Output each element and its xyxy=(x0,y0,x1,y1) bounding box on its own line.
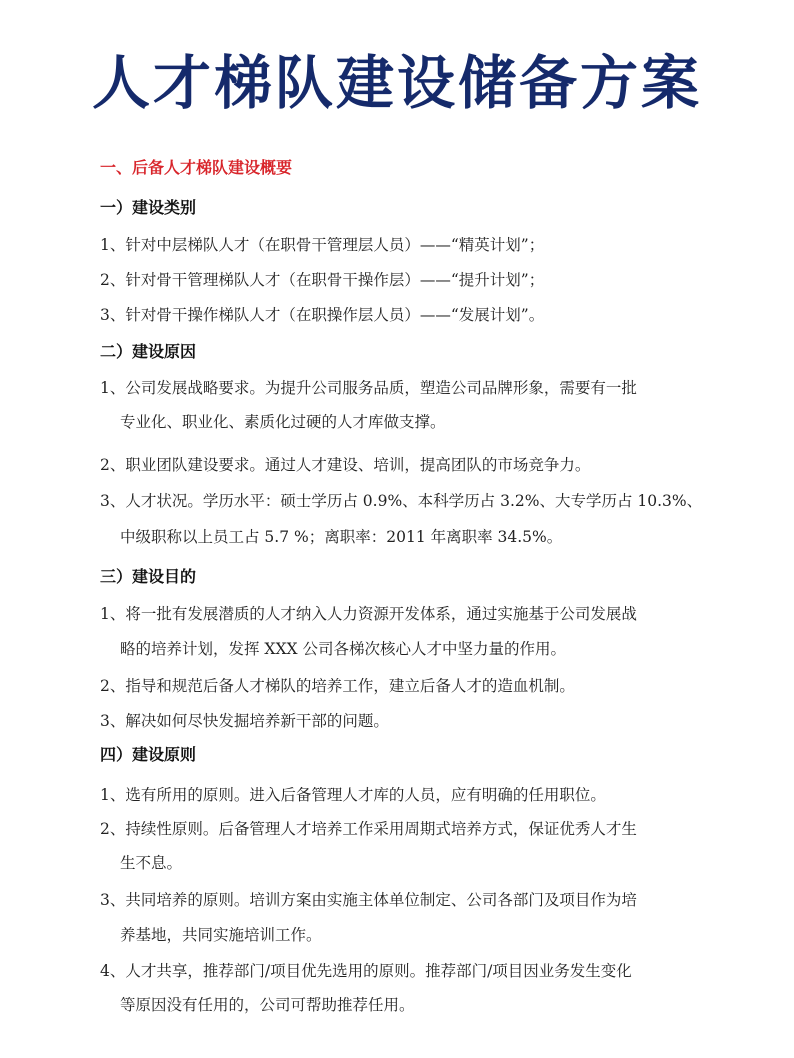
document-title: 人才梯队建设储备方案 xyxy=(91,49,702,117)
goal-item: 3、解决如何尽快发掘培养新干部的问题。 xyxy=(100,712,389,730)
reason-item: 3、人才状况。学历水平：硕士学历占 0.9%、本科学历占 3.2%、大专学历占 10.3%、 xyxy=(100,492,703,510)
principle-item-continuation: 养基地，共同实施培训工作。 xyxy=(120,926,322,944)
goal-item: 2、指导和规范后备人才梯队的培养工作，建立后备人才的造血机制。 xyxy=(100,677,575,695)
principle-item: 1、选有所用的原则。进入后备管理人才库的人员，应有明确的任用职位。 xyxy=(100,786,606,804)
principle-item-continuation: 生不息。 xyxy=(120,854,183,872)
principle-item: 2、持续性原则。后备管理人才培养工作采用周期式培养方式，保证优秀人才生 xyxy=(100,820,637,838)
reason-item: 1、公司发展战略要求。为提升公司服务品质，塑造公司品牌形象，需要有一批 xyxy=(100,379,637,397)
section-heading-overview: 一、后备人才梯队建设概要 xyxy=(100,158,293,177)
category-item: 3、针对骨干操作梯队人才（在职操作层人员）——“发展计划”。 xyxy=(100,306,545,324)
category-item: 2、针对骨干管理梯队人才（在职骨干操作层）——“提升计划”； xyxy=(100,271,545,289)
reason-item: 2、职业团队建设要求。通过人才建设、培训，提高团队的市场竞争力。 xyxy=(100,456,591,474)
goal-item: 1、将一批有发展潜质的人才纳入人力资源开发体系，通过实施基于公司发展战 xyxy=(100,605,637,623)
category-item: 1、针对中层梯队人才（在职骨干管理层人员）——“精英计划”； xyxy=(100,236,545,254)
subheading-principles: 四）建设原则 xyxy=(100,745,197,764)
principle-item: 4、人才共享，推荐部门/项目优先选用的原则。推荐部门/项目因业务发生变化 xyxy=(100,962,632,980)
goal-item-continuation: 略的培养计划，发挥 XXX 公司各梯次核心人才中坚力量的作用。 xyxy=(120,640,566,658)
subheading-goals: 三）建设目的 xyxy=(100,567,197,586)
reason-item-continuation: 中级职称以上员工占 5.7 %；离职率：2011 年离职率 34.5%。 xyxy=(120,528,563,546)
subheading-categories: 一）建设类别 xyxy=(100,198,197,217)
subheading-reasons: 二）建设原因 xyxy=(100,342,197,361)
reason-item-continuation: 专业化、职业化、素质化过硬的人才库做支撑。 xyxy=(120,413,446,431)
principle-item-continuation: 等原因没有任用的，公司可帮助推荐任用。 xyxy=(120,996,415,1014)
principle-item: 3、共同培养的原则。培训方案由实施主体单位制定、公司各部门及项目作为培 xyxy=(100,891,637,909)
